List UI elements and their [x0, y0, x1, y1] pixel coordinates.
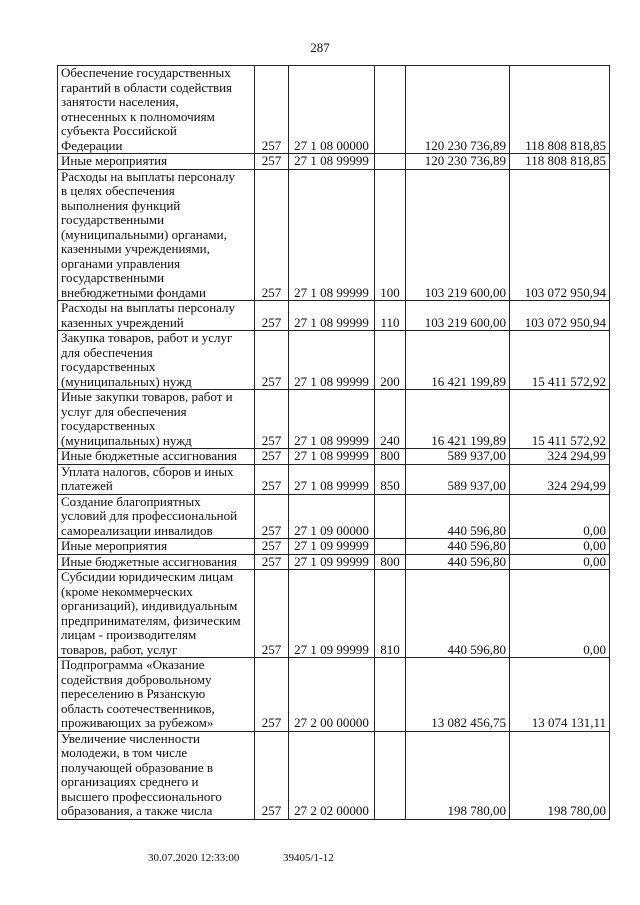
- cell-expense-name: [58, 331, 255, 390]
- cell-amount-executed: 0,00: [510, 494, 610, 539]
- cell-amount-planned: 16 421 199,89: [406, 331, 510, 390]
- table-row: [58, 658, 610, 732]
- cell-expense-type: 800: [375, 554, 406, 570]
- expense-name-line: выполнения функций: [61, 197, 181, 213]
- cell-expense-type: [375, 731, 406, 819]
- cell-department-code: 257: [255, 494, 289, 539]
- expense-name-line: казенными учреждениями,: [61, 241, 210, 256]
- cell-amount-planned: 120 230 736,89: [406, 154, 510, 170]
- expense-name-line: органами управления: [61, 255, 181, 271]
- cell-amount-planned: 440 596,80: [406, 539, 510, 555]
- expense-name-line: предпринимателям, физическим: [61, 612, 241, 628]
- cell-department-code: 257: [255, 658, 289, 732]
- table-body: [58, 66, 610, 820]
- table-row: [58, 570, 610, 658]
- cell-expense-name: [58, 731, 255, 819]
- cell-department-code: 257: [255, 731, 289, 819]
- expense-name-line: молодежи, в том числе: [61, 745, 188, 760]
- cell-department-code: 257: [255, 154, 289, 170]
- expense-name-line: Подпрограмма «Оказание: [61, 657, 205, 672]
- cell-department-code: 257: [255, 390, 289, 449]
- cell-expense-type: [375, 494, 406, 539]
- cell-amount-planned: 440 596,80: [406, 554, 510, 570]
- cell-target-article: 27 1 08 99999: [289, 449, 375, 465]
- expense-name-line: Иные закупки товаров, работ и: [61, 389, 233, 404]
- expense-name-line: содействия добровольному: [61, 671, 212, 687]
- expense-name-line: Федерации: [61, 137, 123, 153]
- cell-amount-planned: 13 082 456,75: [406, 658, 510, 732]
- cell-expense-name: [58, 494, 255, 539]
- table-row: [58, 169, 610, 301]
- expense-name-line: Расходы на выплаты персоналу: [61, 169, 236, 184]
- cell-expense-type: 100: [375, 169, 406, 301]
- expense-name-line: внебюджетными фондами: [61, 284, 206, 300]
- cell-amount-planned: 589 937,00: [406, 449, 510, 465]
- cell-amount-executed: 0,00: [510, 539, 610, 555]
- cell-expense-name: [58, 464, 255, 494]
- cell-expense-name: [58, 169, 255, 301]
- expense-name-line: государственными: [61, 270, 165, 285]
- cell-expense-type: 850: [375, 464, 406, 494]
- expense-name-line: лицам - производителям: [61, 627, 197, 642]
- table-row: [58, 66, 610, 154]
- footer-document-code: 39405/1-12: [283, 852, 334, 864]
- cell-department-code: 257: [255, 539, 289, 555]
- expense-name-line: товаров, работ, услуг: [61, 641, 178, 657]
- cell-amount-planned: 198 780,00: [406, 731, 510, 819]
- expense-name-line: Расходы на выплаты персоналу: [61, 300, 236, 315]
- cell-target-article: 27 1 08 99999: [289, 169, 375, 301]
- expense-name-line: Уплата налогов, сборов и иных: [61, 464, 234, 479]
- cell-amount-planned: 440 596,80: [406, 494, 510, 539]
- expense-name-line: организациях среднего и: [61, 774, 199, 789]
- cell-expense-type: [375, 154, 406, 170]
- cell-amount-executed: 324 294,99: [510, 464, 610, 494]
- cell-target-article: 27 1 09 00000: [289, 494, 375, 539]
- cell-expense-type: 800: [375, 449, 406, 465]
- expense-name-line: государственных: [61, 359, 156, 374]
- cell-expense-type: 240: [375, 390, 406, 449]
- expense-name-line: Обеспечение государственных: [61, 65, 231, 80]
- cell-expense-name: [58, 554, 255, 570]
- cell-expense-name: [58, 449, 255, 465]
- expense-name-line: Увеличение численности: [61, 731, 200, 746]
- table-row: [58, 154, 610, 170]
- expense-name-line: условий для профессиональной: [61, 508, 238, 523]
- expense-name-line: Иные бюджетные ассигнования: [61, 554, 238, 569]
- expense-name-line: услуг для обеспечения: [61, 403, 187, 419]
- expense-name-line: (муниципальных) нужд: [61, 432, 192, 448]
- cell-amount-planned: 16 421 199,89: [406, 390, 510, 449]
- expense-name-line: Иные мероприятия: [61, 153, 168, 168]
- expense-name-line: высшего профессионального: [61, 788, 222, 804]
- cell-department-code: 257: [255, 301, 289, 331]
- footer-timestamp: 30.07.2020 12:33:00: [148, 852, 240, 864]
- cell-target-article: 27 1 08 99999: [289, 390, 375, 449]
- cell-amount-planned: 103 219 600,00: [406, 301, 510, 331]
- cell-expense-type: 810: [375, 570, 406, 658]
- expense-name-line: гарантий в области содействия: [61, 79, 233, 95]
- expense-name-line: платежей: [61, 478, 113, 493]
- cell-amount-planned: 120 230 736,89: [406, 66, 510, 154]
- cell-amount-executed: 13 074 131,11: [510, 658, 610, 732]
- expense-name-line: проживающих за рубежом»: [61, 715, 214, 730]
- expense-name-line: занятости населения,: [61, 94, 179, 109]
- table-row: [58, 554, 610, 570]
- table-row: [58, 464, 610, 494]
- cell-amount-executed: 103 072 950,94: [510, 169, 610, 301]
- cell-amount-executed: 15 411 572,92: [510, 331, 610, 390]
- cell-department-code: 257: [255, 554, 289, 570]
- table-row: [58, 539, 610, 555]
- expense-name-line: самореализации инвалидов: [61, 522, 213, 538]
- expense-name-line: субъекта Российской: [61, 123, 177, 138]
- cell-expense-name: [58, 539, 255, 555]
- cell-expense-name: [58, 658, 255, 732]
- expense-name-line: Закупка товаров, работ и услуг: [61, 330, 233, 345]
- cell-expense-type: [375, 658, 406, 732]
- expense-name-line: (кроме некоммерческих: [61, 583, 193, 599]
- cell-target-article: 27 1 08 00000: [289, 66, 375, 154]
- cell-amount-executed: 118 808 818,85: [510, 66, 610, 154]
- table-row: [58, 731, 610, 819]
- page-number: 287: [310, 40, 330, 55]
- expense-name-line: образования, а также числа: [61, 803, 213, 818]
- cell-target-article: 27 1 08 99999: [289, 464, 375, 494]
- expense-name-line: Иные мероприятия: [61, 538, 168, 553]
- cell-expense-name: [58, 570, 255, 658]
- cell-amount-executed: 0,00: [510, 570, 610, 658]
- expense-name-line: область соотечественников,: [61, 700, 215, 716]
- cell-department-code: 257: [255, 570, 289, 658]
- cell-expense-name: [58, 301, 255, 331]
- table-row: [58, 494, 610, 539]
- cell-amount-executed: 198 780,00: [510, 731, 610, 819]
- cell-department-code: 257: [255, 331, 289, 390]
- expense-name-line: Создание благоприятных: [61, 494, 201, 509]
- cell-department-code: 257: [255, 464, 289, 494]
- expense-name-line: государственными: [61, 212, 165, 227]
- cell-expense-name: [58, 154, 255, 170]
- budget-table: [57, 65, 610, 820]
- expense-name-line: отнесенных к полномочиям: [61, 108, 215, 124]
- cell-amount-executed: 103 072 950,94: [510, 301, 610, 331]
- table-row: [58, 301, 610, 331]
- expense-name-line: государственных: [61, 418, 156, 433]
- cell-target-article: 27 1 08 99999: [289, 331, 375, 390]
- cell-target-article: 27 1 08 99999: [289, 154, 375, 170]
- cell-amount-executed: 0,00: [510, 554, 610, 570]
- cell-expense-type: [375, 539, 406, 555]
- cell-expense-type: 110: [375, 301, 406, 331]
- cell-target-article: 27 1 09 99999: [289, 570, 375, 658]
- cell-department-code: 257: [255, 449, 289, 465]
- cell-amount-executed: 324 294,99: [510, 449, 610, 465]
- expense-name-line: Субсидии юридическим лицам: [61, 569, 234, 584]
- expense-name-line: Иные бюджетные ассигнования: [61, 448, 238, 463]
- cell-target-article: 27 1 08 99999: [289, 301, 375, 331]
- cell-department-code: 257: [255, 66, 289, 154]
- cell-expense-name: [58, 390, 255, 449]
- cell-department-code: 257: [255, 169, 289, 301]
- cell-target-article: 27 1 09 99999: [289, 539, 375, 555]
- expense-name-line: организаций), индивидуальным: [61, 598, 238, 613]
- cell-expense-type: 200: [375, 331, 406, 390]
- table-row: [58, 331, 610, 390]
- expense-name-line: получающей образование в: [61, 759, 214, 775]
- cell-amount-planned: 589 937,00: [406, 464, 510, 494]
- cell-target-article: 27 2 00 00000: [289, 658, 375, 732]
- cell-expense-name: [58, 66, 255, 154]
- expense-name-line: казенных учреждений: [61, 314, 184, 330]
- expense-name-line: переселению в Рязанскую: [61, 686, 206, 701]
- cell-amount-planned: 440 596,80: [406, 570, 510, 658]
- expense-name-line: (муниципальных) нужд: [61, 373, 192, 389]
- expense-name-line: для обеспечения: [61, 344, 153, 360]
- expense-name-line: (муниципальными) органами,: [61, 226, 227, 242]
- cell-amount-executed: 118 808 818,85: [510, 154, 610, 170]
- cell-target-article: 27 1 09 99999: [289, 554, 375, 570]
- table-row: [58, 390, 610, 449]
- cell-expense-type: [375, 66, 406, 154]
- cell-amount-planned: 103 219 600,00: [406, 169, 510, 301]
- expense-name-line: в целях обеспечения: [61, 183, 175, 198]
- table-row: [58, 449, 610, 465]
- cell-target-article: 27 2 02 00000: [289, 731, 375, 819]
- cell-amount-executed: 15 411 572,92: [510, 390, 610, 449]
